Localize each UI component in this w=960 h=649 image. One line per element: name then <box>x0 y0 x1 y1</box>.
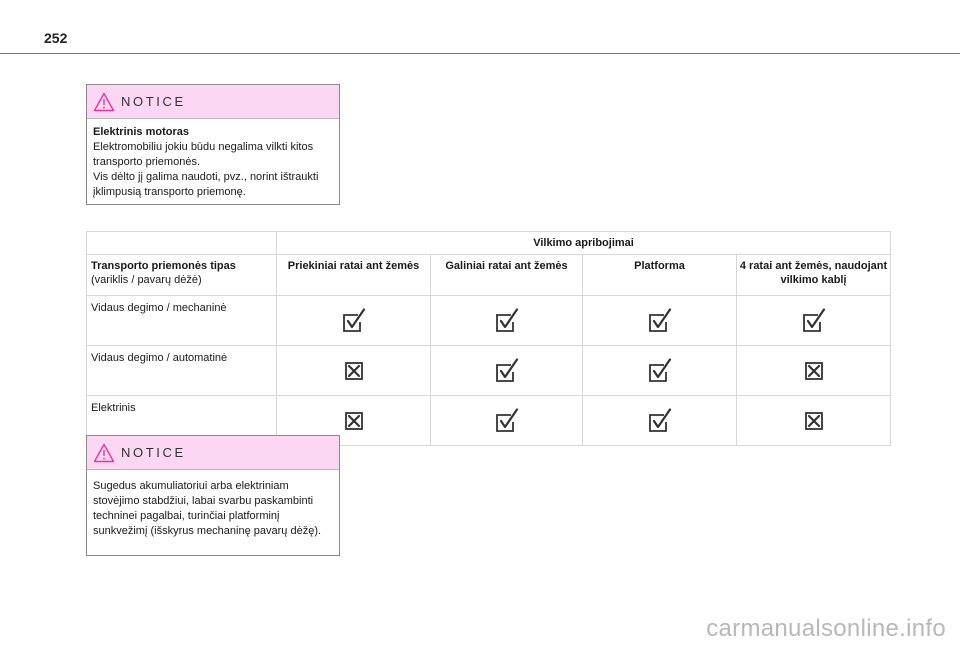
notice-title: NOTICE <box>121 94 186 109</box>
row-label: Vidaus degimo / automatinė <box>87 346 277 396</box>
mark-cell <box>431 296 583 346</box>
notice-text: Sugedus akumuliatoriui arba elektriniam stovėjimo stabdžiui, labai svarbu paskambinti techninei pagalbai, turinčiai platforminį sunkvežimį (išskyrus mechaninę pavarų dėžę). <box>93 480 322 537</box>
checkbox-checked-icon <box>647 408 673 434</box>
row-header-cell <box>87 255 277 296</box>
mark-cell <box>431 346 583 396</box>
mark-cell <box>277 296 431 346</box>
column-header: Priekiniai ratai ant žemės <box>277 255 431 296</box>
notice-box-battery <box>86 435 340 556</box>
notice-title: NOTICE <box>121 445 186 460</box>
checkbox-checked-icon <box>801 308 827 334</box>
checkbox-checked-icon <box>647 358 673 384</box>
checkbox-checked-icon <box>494 308 520 334</box>
checkbox-checked-icon <box>647 308 673 334</box>
table-header-row <box>87 255 891 296</box>
mark-cell <box>737 346 891 396</box>
table-group-header-row <box>87 232 891 255</box>
mark-cell <box>277 346 431 396</box>
checkbox-crossed-icon <box>341 358 367 384</box>
notice-body <box>87 470 339 545</box>
mark-cell <box>737 396 891 446</box>
notice-heading: Elektrinis motoras <box>93 126 189 138</box>
warning-triangle-icon <box>93 92 115 112</box>
checkbox-checked-icon <box>494 358 520 384</box>
table-row <box>87 346 891 396</box>
column-header: Galiniai ratai ant žemės <box>431 255 583 296</box>
checkbox-checked-icon <box>494 408 520 434</box>
mark-cell <box>583 296 737 346</box>
watermark: carmanualsonline.info <box>706 615 946 642</box>
checkbox-checked-icon <box>341 308 367 334</box>
column-header: Platforma <box>583 255 737 296</box>
mark-cell <box>583 396 737 446</box>
warning-triangle-icon <box>93 443 115 463</box>
towing-restrictions-table <box>86 231 891 446</box>
table-group-header: Vilkimo apribojimai <box>277 232 891 255</box>
row-label: Elektrinis <box>87 396 277 446</box>
mark-cell <box>737 296 891 346</box>
notice-body <box>87 119 339 206</box>
column-header: 4 ratai ant žemės, naudojant vilkimo kablį <box>737 255 891 296</box>
notice-header <box>87 436 339 470</box>
checkbox-crossed-icon <box>341 408 367 434</box>
row-header-subtitle: (variklis / pavarų dėžė) <box>91 274 202 286</box>
mark-cell <box>583 346 737 396</box>
row-header-title: Transporto priemonės tipas <box>91 260 236 272</box>
mark-cell <box>431 396 583 446</box>
table-row <box>87 296 891 346</box>
header-rule <box>0 53 960 54</box>
checkbox-crossed-icon <box>801 408 827 434</box>
page-number: 252 <box>44 30 68 46</box>
checkbox-crossed-icon <box>801 358 827 384</box>
row-label: Vidaus degimo / mechaninė <box>87 296 277 346</box>
notice-text: Elektromobiliu jokiu būdu negalima vilkti kitos transporto priemonės. Vis dėlto jį galima naudoti, pvz., norint ištraukti įklimpusią transporto priemonę. <box>93 141 319 198</box>
table-corner-cell <box>87 232 277 255</box>
notice-header <box>87 85 339 119</box>
notice-box-electric-motor <box>86 84 340 205</box>
